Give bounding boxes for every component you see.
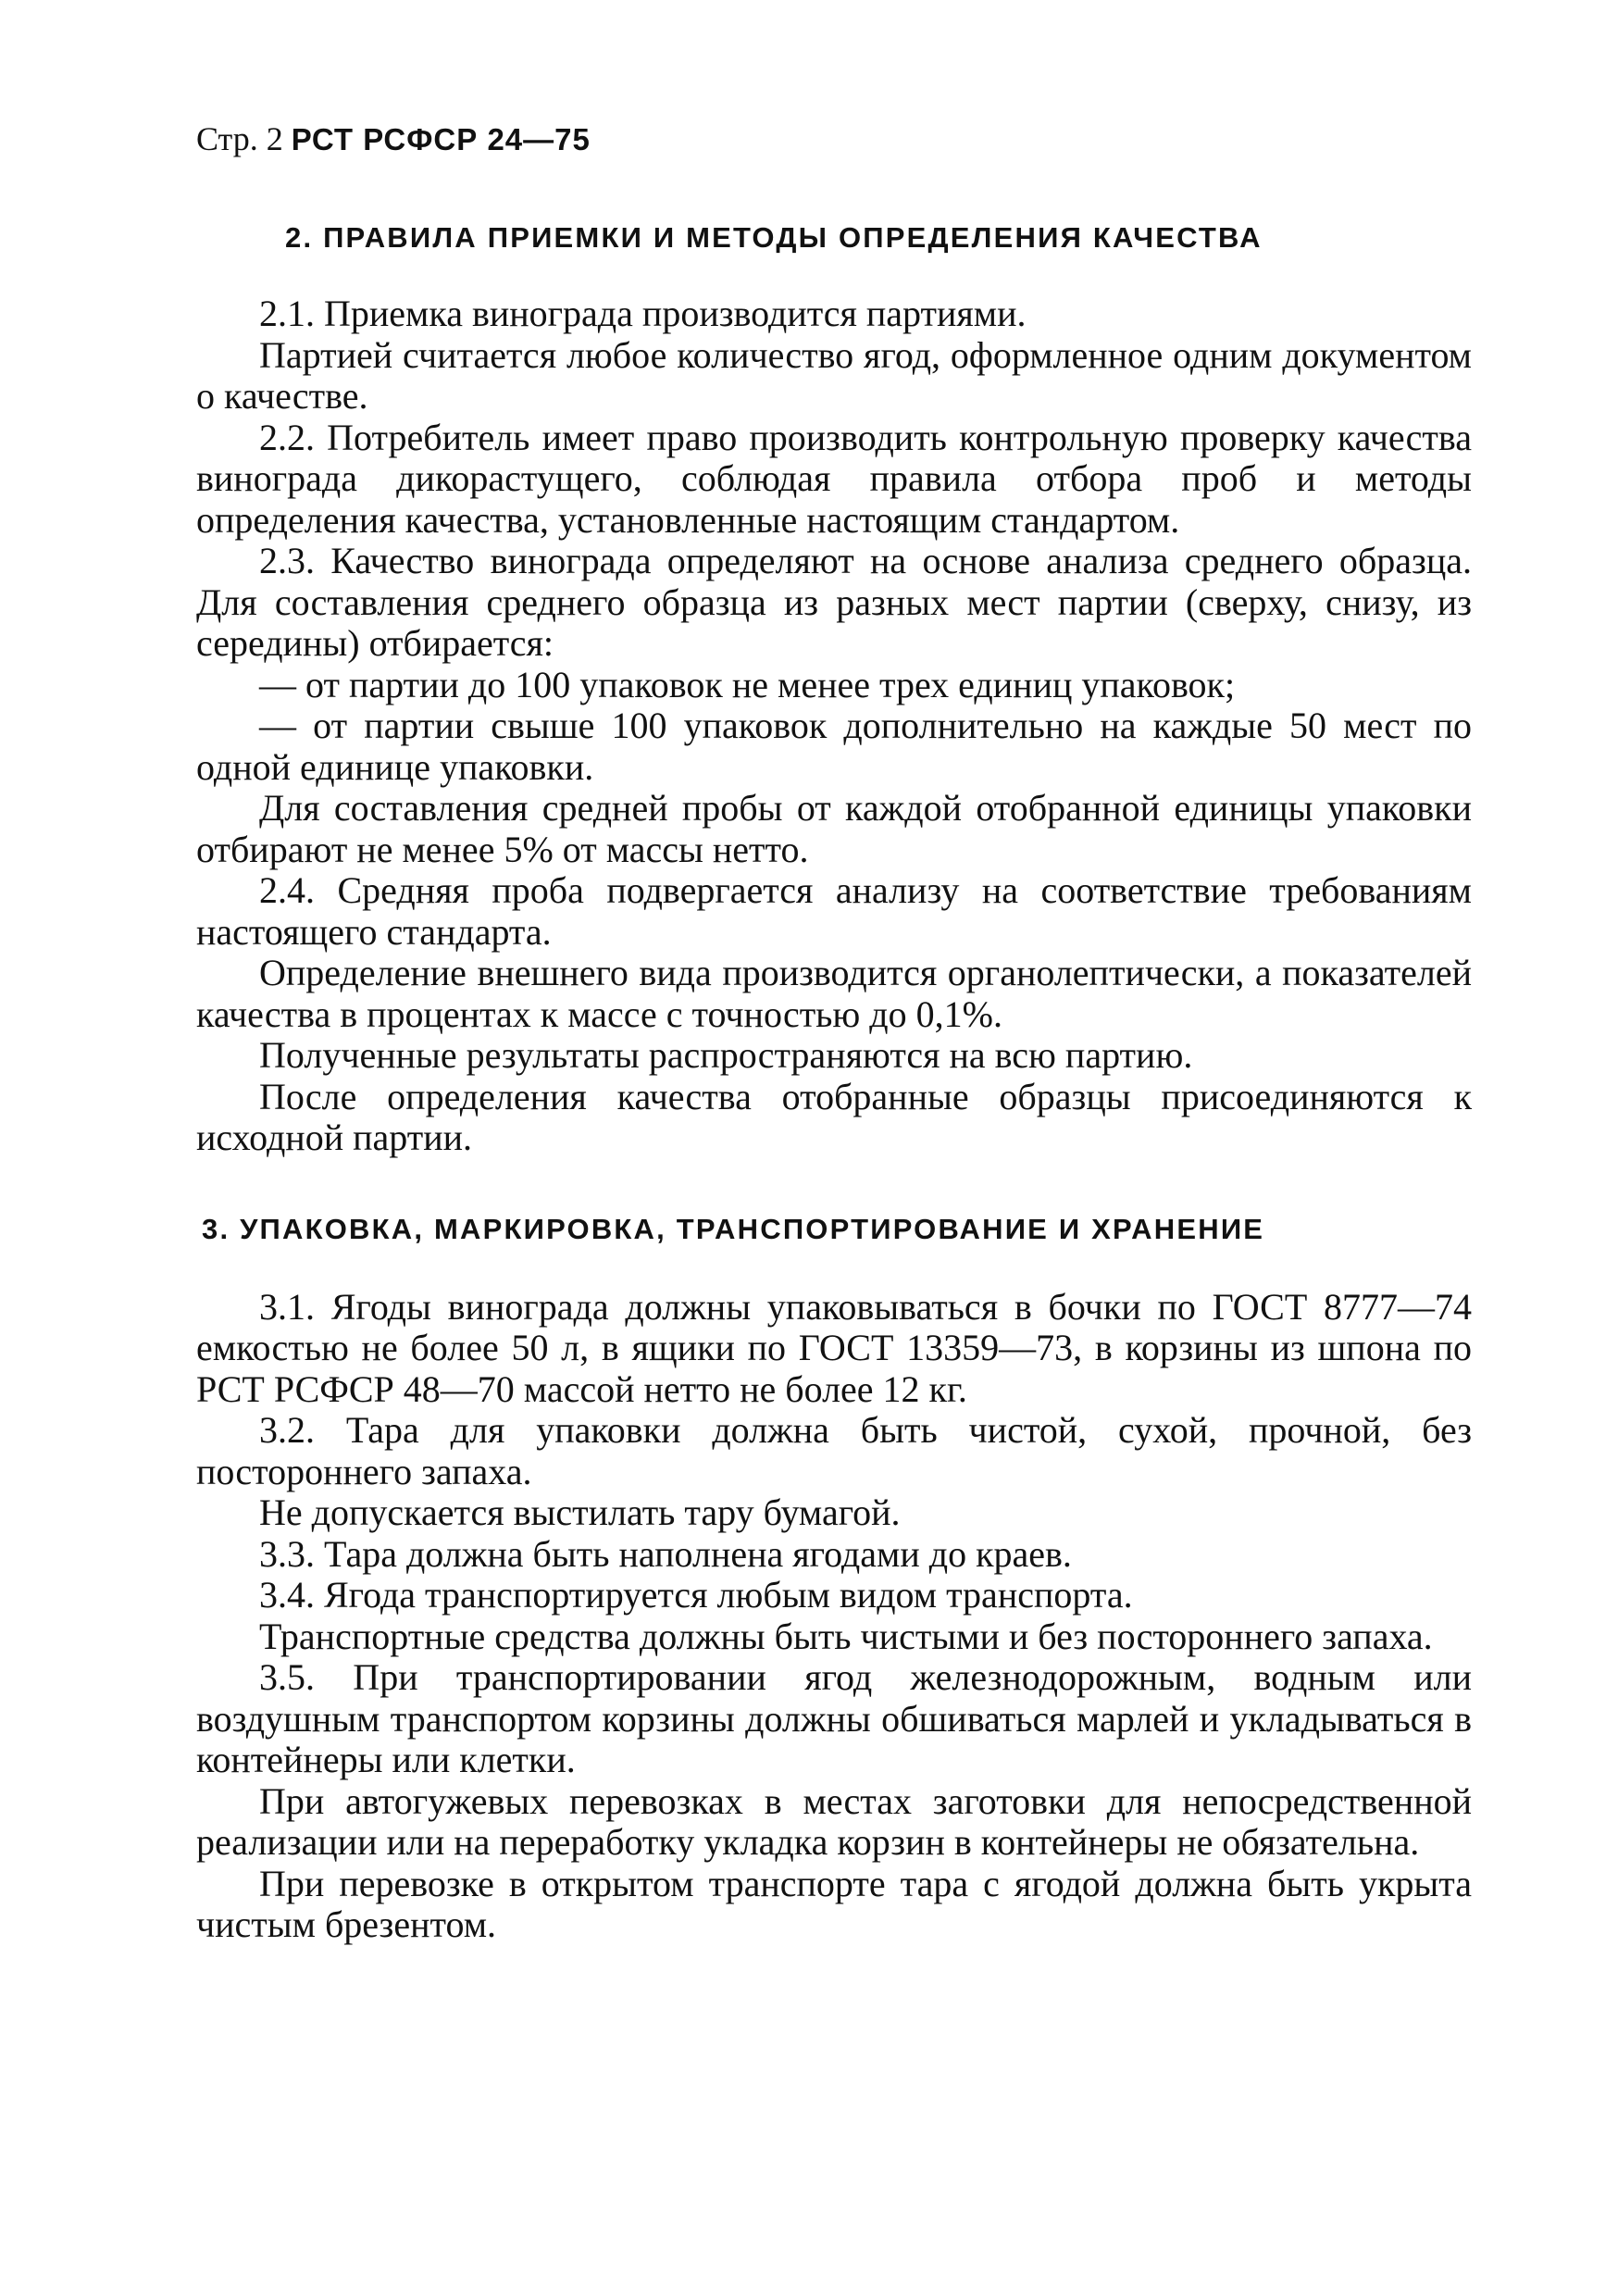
document-page: [196, 119, 1472, 1946]
paragraph-no-paper-lining: Не допускается выстилать тару бумагой.: [259, 1491, 901, 1533]
paragraph-2-2: 2.2. Потребитель имеет право производить контрольную проверку качества винограда дикорастущего, соблюдая правила отбора проб и методы определения качества, установленные настоящим стандартом.: [196, 416, 1472, 541]
paragraph-results: Полученные результаты распространяются на всю партию.: [259, 1034, 1193, 1076]
section-3-body: [196, 1287, 1472, 1946]
paragraph-lot-definition: Партией считается любое количество ягод, оформленное одним документом о качестве.: [196, 333, 1472, 417]
section-2-title: 2. ПРАВИЛА ПРИЕМКИ И МЕТОДЫ ОПРЕДЕЛЕНИЯ КАЧЕСТВА: [285, 221, 1263, 254]
standard-code: РСТ РСФСР 24—75: [291, 122, 591, 156]
paragraph-road-transport: При автогужевых перевозках в местах заготовки для непосредственной реализации или на переработку укладка корзин в контейнеры не обязательна.: [196, 1779, 1472, 1863]
list-item-up-to-100: — от партии до 100 упаковок не менее трех единиц упаковок;: [259, 663, 1236, 705]
list-item-over-100: — от партии свыше 100 упаковок дополнительно на каждые 50 мест по одной единице упаковки.: [196, 705, 1472, 788]
page-number: Стр. 2: [196, 120, 283, 157]
section-2-body: [196, 293, 1472, 1159]
paragraph-2-3: 2.3. Качество винограда определяют на основе анализа среднего образца. Для составления среднего образца из разных мест партии (сверху, снизу, из середины) отбирается:: [196, 540, 1472, 664]
paragraph-3-1: 3.1. Ягоды винограда должны упаковываться в бочки по ГОСТ 8777—74 емкостью не более 50 л, в ящики по ГОСТ 13359—73, в корзины из шпона по РСТ РСФСР 48—70 массой нетто не более 12 кг.: [196, 1285, 1472, 1410]
paragraph-3-4: 3.4. Ягода транспортируется любым видом транспорта.: [259, 1574, 1133, 1616]
paragraph-3-5: 3.5. При транспортировании ягод железнодорожным, водным или воздушным транспортом корзины должны обшиваться марлей и укладываться в контейнеры или клетки.: [196, 1656, 1472, 1780]
section-3-title: 3. УПАКОВКА, МАРКИРОВКА, ТРАНСПОРТИРОВАНИЕ И ХРАНЕНИЕ: [202, 1212, 1265, 1245]
paragraph-average-sample: Для составления средней пробы от каждой отобранной единицы упаковки отбирают не менее 5% от массы нетто.: [196, 787, 1472, 870]
paragraph-2-1: 2.1. Приемка винограда производится партиями.: [259, 293, 1027, 334]
paragraph-vehicles-clean: Транспортные средства должны быть чистыми и без постороннего запаха.: [259, 1615, 1433, 1657]
paragraph-3-2: 3.2. Тара для упаковки должна быть чистой, сухой, прочной, без постороннего запаха.: [196, 1409, 1472, 1492]
paragraph-open-transport: При перевозке в открытом транспорте тара с ягодой должна быть укрыта чистым брезентом.: [196, 1862, 1472, 1945]
page-header: [196, 119, 1472, 160]
paragraph-appearance: Определение внешнего вида производится органолептически, а показателей качества в процентах к массе с точностью до 0,1%.: [196, 952, 1472, 1035]
paragraph-samples-returned: После определения качества отобранные образцы присоединяются к исходной партии.: [196, 1075, 1472, 1158]
paragraph-2-4: 2.4. Средняя проба подвергается анализу на соответствие требованиям настоящего стандарта.: [196, 869, 1472, 953]
paragraph-3-3: 3.3. Тара должна быть наполнена ягодами до краев.: [259, 1532, 1072, 1575]
